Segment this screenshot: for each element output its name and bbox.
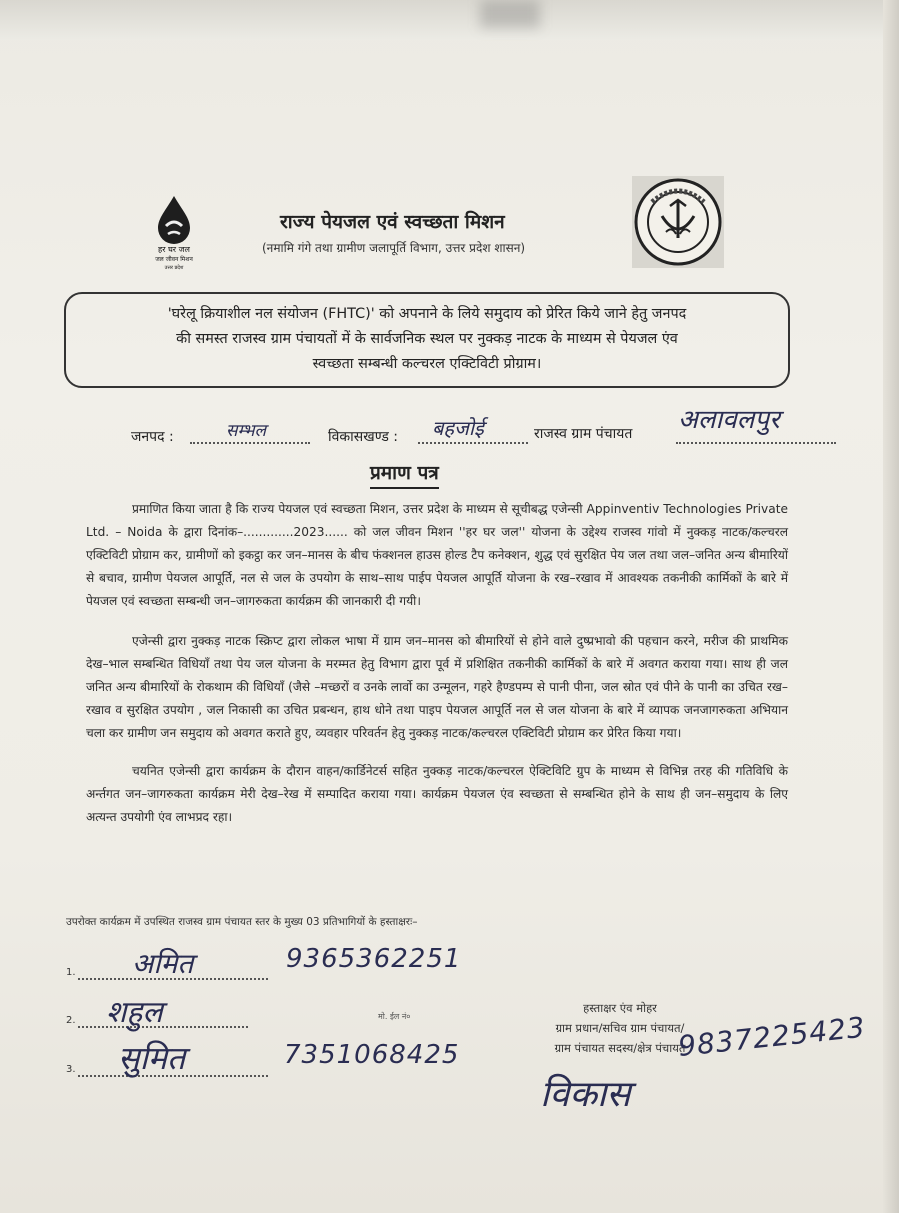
certificate-paragraph-1: प्रमाणित किया जाता है कि राज्य पेयजल एवं स्वच्छता मिशन, उत्तर प्रदेश के माध्यम से सूचीबद्ध एजेन्सी Appinventiv Technologies Private Ltd. – Noida के द्वारा दिनांक–.............2023...... को जल जीवन मिशन ''हर घर जल'' योजना के उद्देश्य राजस्व गांवो में नुक्कड़ नाटक/कल्चरल एक्टिविटी प्रोग्राम कर, ग्रामीणों को इकट्ठा कर जन–मानस के बीच फंक्शनल हाउस होल्ड टैप कनेक्शन, शुद्ध एवं सुरक्षित पेय जल तथा जल–जनित अन्य बीमारियों से बचाव, ग्रामीण पेयजल आपूर्ति, नल से जल के उपयोग के साथ–साथ पाईप पेयजल आपूर्ति योजना के रख–रखाव में आवश्यक तकनीकी कार्मिकों के बारे में पेयजल एवं स्वच्छता सम्बन्धी जन–जागरुकता कार्यक्रम की जानकारी दी गयी। [86,502,788,608]
participant-1-number: 1. [66,967,76,978]
up-government-emblem [632,176,724,268]
gram-panchayat-label: राजस्व ग्राम पंचायत [534,426,633,442]
logo-left-line3: उत्तर प्रदेश [164,265,184,271]
logo-left-line1: हर घर जल [158,245,190,254]
participants-label: उपरोक्त कार्यक्रम में उपस्थित राजस्व ग्राम पंचायत स्तर के मुख्य 03 प्रतिभागियों के हस्ताक्षरः– [66,916,418,928]
signatory-phone: 9837225423 [676,1010,868,1063]
participant-3-name: सुमित [118,1039,186,1077]
participant-3-phone: 7351068425 [284,1040,460,1070]
vikaskhand-label: विकासखण्ड : [328,429,399,445]
signature-label-1: हस्ताक्षर एंव मोहर [583,1001,657,1015]
certificate-paragraph-2: एजेन्सी द्वारा नुक्कड़ नाटक स्क्रिप्ट द्वारा लोकल भाषा में ग्राम जन–मानस को बीमारियों से होने वाले दुष्प्रभावो की पहचान करने, मरीज की प्राथमिक देख–भाल सम्बन्धित विधियाँ तथा पेय जल योजना के मरम्मत हेतु विभाग द्वारा पूर्व में प्रशिक्षित तकनीकी कार्मिकों के बारे में अवगत कराया गया। साथ ही जल जनित अन्य बीमारियों के रोकथाम की विधियाँ (जैसे –मच्छरों व उनके लार्वो का उन्मूलन, गहरे हैण्डपम्प से पानी पीना, जल स्रोत एवं पीने के पानी का उचित रख–रखाव व सुरक्षित उपयोग , जल निकासी का उचित प्रबन्धन, हाथ धोने तथा पाइप पेयजल आपूर्ति नल से जल योजना के बारे में व्यापक जनजागरुकता अभियान चला कर ग्रामीण जन समुदाय को अवगत कराते हुए, व्यवहार परिवर्तन हेतु नुक्कड़ नाटक/कल्चरल एक्टिविटी प्रोग्राम कर प्रेरित किया गया। [86,634,788,740]
participant-3-number: 3. [66,1064,76,1075]
programme-line-1: 'घरेलू क्रियाशील नल संयोजन (FHTC)' को अपनाने के लिये समुदाय को प्रेरित किये जाने हेतु जनपद [167,306,687,322]
participant-note: मो. ईल नं० [378,1012,411,1021]
top-shadow [0,0,899,40]
participant-2-number: 2. [66,1015,76,1026]
programme-description-text [78,302,776,377]
signature-label-3: ग्राम पंचायत सदस्य/क्षेत्र पंचायत [554,1041,686,1055]
emblem-icon [632,176,724,268]
participant-1-name: अमित [132,947,194,980]
certificate-title: प्रमाण पत्र [370,459,439,489]
mission-subtitle: (नमामि गंगे तथा ग्रामीण जलापूर्ति विभाग, उत्तर प्रदेश शासन) [262,241,526,255]
participant-1-phone: 9365362251 [286,944,462,974]
smudge [480,0,540,28]
gram-panchayat-value: अलावलपुर [678,405,780,435]
programme-line-2: की समस्त राजस्व ग्राम पंचायतों में के सार्वजनिक स्थल पर नुक्कड़ नाटक के माध्यम से पेयजल एंव [176,331,678,347]
signatory-name: विकास [540,1074,631,1115]
certificate-paragraph-3: चयनित एजेन्सी द्वारा कार्यक्रम के दौरान वाहन/कार्डिनेटर्स सहित नुक्कड़ नाटक/कल्चरल ऐक्टिविटि ग्रुप के माध्यम से विभिन्न तरह की गतिविधि के अर्न्तगत जन–जागरुकता कार्यक्रम मेरी देख–रेख में सम्पादित कराया गया। कार्यक्रम पेयजल एंव स्वच्छता से सम्बन्धित होने के साथ ही जन–समुदाय के लिए अत्यन्त उपयोगी एंव लाभप्रद रहा। [86,764,788,824]
participant-2-dotted-line [78,1014,248,1028]
participant-2-name: शहुल [106,995,163,1030]
signature-label-2: ग्राम प्रधान/सचिव ग्राम पंचायत/ [555,1021,685,1035]
janpad-value: सम्भल [226,421,267,441]
page-edge [883,0,899,1213]
programme-description-box [64,292,790,388]
water-drop-icon [140,192,220,272]
har-ghar-jal-logo [140,192,220,272]
mission-title: राज्य पेयजल एवं स्वच्छता मिशन [280,211,505,233]
janpad-label: जनपद : [131,429,174,445]
vikaskhand-value: बहजोई [432,416,484,440]
logo-left-line2: जल जीवन मिशन [155,256,193,263]
programme-line-3: स्वच्छता सम्बन्धी कल्चरल एक्टिविटी प्रोग्राम। [312,356,542,372]
